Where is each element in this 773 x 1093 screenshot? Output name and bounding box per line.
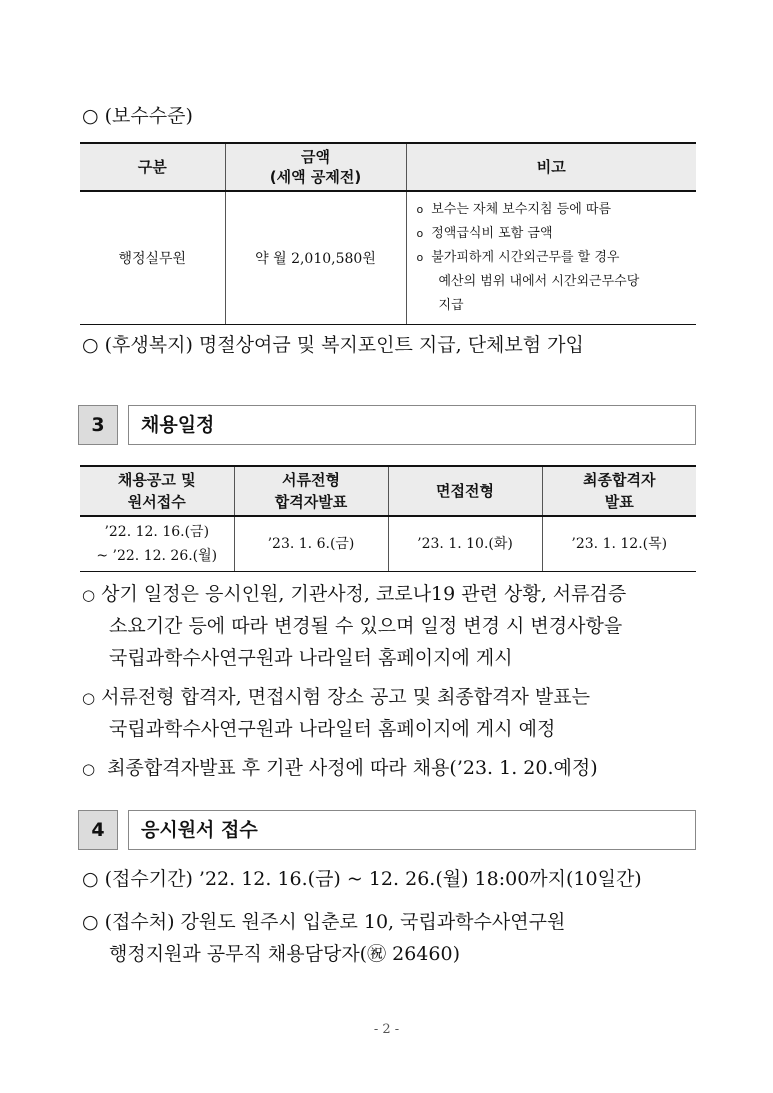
section-3-header <box>78 405 696 445</box>
pay-table-row <box>80 191 696 325</box>
section-4-header <box>78 810 696 850</box>
schedule-cell-interview: ’23. 1. 10.(화) <box>388 516 542 572</box>
pay-category-cell: 행정실무원 <box>80 191 225 325</box>
pay-level-heading: ○ (보수수준) <box>82 105 193 127</box>
schedule-note-1: ○ 상기 일정은 응시인원, 기관사정, 코로나19 관련 상황, 서류검증 <box>82 583 627 605</box>
schedule-cell-document: ’23. 1. 6.(금) <box>234 516 388 572</box>
circle-bullet-icon: ○ <box>82 586 96 604</box>
schedule-note-1-cont: 국립과학수사연구원과 나라일터 홈페이지에 게시 <box>109 647 513 669</box>
schedule-table <box>80 465 696 572</box>
schedule-header-announcement: 채용공고 및 원서접수 <box>80 466 234 516</box>
pay-amount-cell: 약 월 2,010,580원 <box>225 191 406 325</box>
schedule-header-row <box>80 466 696 516</box>
pay-header-notes: 비고 <box>406 143 696 191</box>
schedule-note-1-cont: 소요기간 등에 따라 변경될 수 있으며 일정 변경 시 변경사항을 <box>109 615 623 637</box>
section-title: 응시원서 접수 <box>128 810 696 850</box>
circle-bullet-icon: ○ <box>82 689 96 707</box>
circle-bullet-icon: ○ <box>82 760 96 778</box>
pay-table-header-row <box>80 143 696 191</box>
page-number: - 2 - <box>373 1022 400 1037</box>
schedule-row <box>80 516 696 572</box>
section-number: 4 <box>78 810 118 850</box>
pay-header-amount <box>225 143 406 191</box>
section-title: 채용일정 <box>128 405 696 445</box>
pay-notes-cell <box>406 191 696 325</box>
pay-note-continuation: 지급 <box>438 298 464 313</box>
pay-note-continuation: 예산의 범위 내에서 시간외근무수당 <box>438 274 640 289</box>
pay-note-item: o 불가피하게 시간외근무를 할 경우 <box>416 250 620 265</box>
pay-header-amount-line2: (세액 공제전) <box>269 168 362 186</box>
schedule-note-2-cont: 국립과학수사연구원과 나라일터 홈페이지에 게시 예정 <box>109 718 556 740</box>
pay-note-item: o 보수는 자체 보수지침 등에 따름 <box>416 202 612 217</box>
pay-header-category: 구분 <box>80 143 225 191</box>
schedule-note-2: ○ 서류전형 합격자, 면접시험 장소 공고 및 최종합격자 발표는 <box>82 686 590 708</box>
section-number: 3 <box>78 405 118 445</box>
pay-table <box>80 142 696 325</box>
schedule-header-interview: 면접전형 <box>388 466 542 516</box>
welfare-line: ○ (후생복지) 명절상여금 및 복지포인트 지급, 단체보험 가입 <box>82 334 584 356</box>
schedule-cell-final: ’23. 1. 12.(목) <box>542 516 696 572</box>
note-bullet-icon: o <box>416 227 424 240</box>
application-place: ○ (접수처) 강원도 원주시 입춘로 10, 국립과학수사연구원 <box>82 911 566 933</box>
note-bullet-icon: o <box>416 203 424 216</box>
schedule-header-document: 서류전형 합격자발표 <box>234 466 388 516</box>
pay-header-amount-line1: 금액 <box>301 148 330 166</box>
note-bullet-icon: o <box>416 251 424 264</box>
schedule-note-3: ○ 최종합격자발표 후 기관 사정에 따라 채용(’23. 1. 20.예정) <box>82 757 598 779</box>
schedule-cell-announcement: ’22. 12. 16.(금) ~ ’22. 12. 26.(월) <box>80 516 234 572</box>
application-period: ○ (접수기간) ’22. 12. 16.(금) ~ 12. 26.(월) 18:00까지(10일간) <box>82 868 642 890</box>
pay-note-item: o 정액급식비 포함 금액 <box>416 226 553 241</box>
application-place-cont: 행정지원과 공무직 채용담당자(㊗ 26460) <box>109 943 460 965</box>
schedule-header-final: 최종합격자 발표 <box>542 466 696 516</box>
